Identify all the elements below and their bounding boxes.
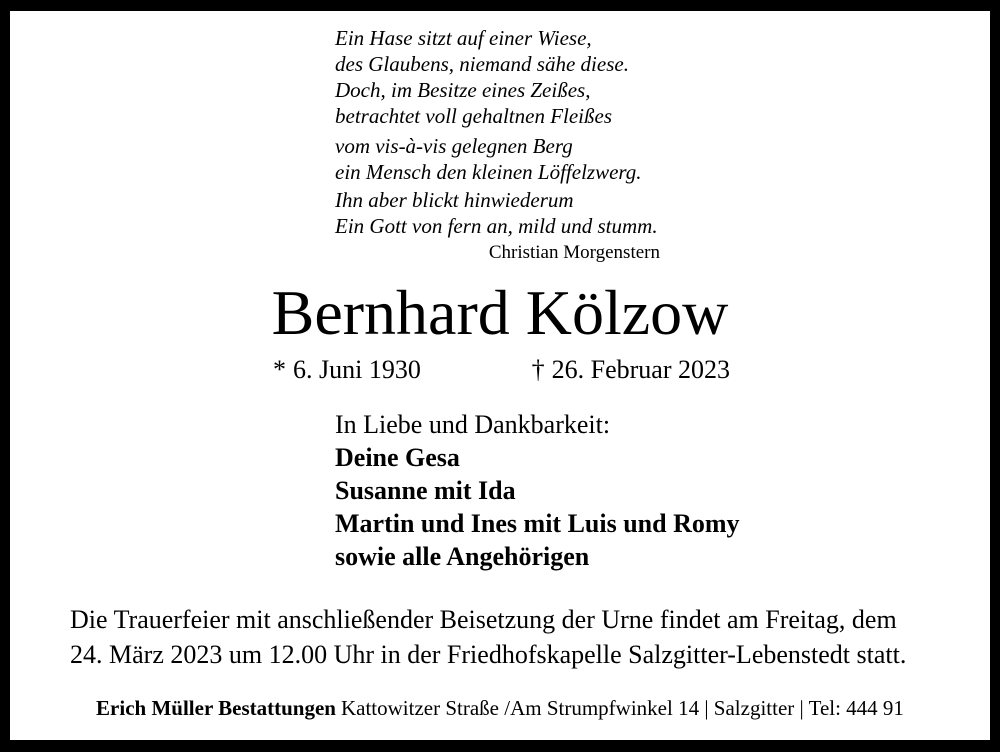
poem-stanza-1 [335,25,660,129]
death-date-text: 26. Februar 2023 [551,355,730,384]
funeral-info-line: Die Trauerfeier mit anschließender Beisetzung der Urne findet am Freitag, dem [70,605,897,634]
poem-line: Doch, im Besitze eines Zeißes, [335,78,591,102]
life-dates [273,356,730,384]
funeral-home-name: Erich Müller Bestattungen [96,696,336,720]
poem-line: Ihn aber blickt hinwiederum [335,188,574,212]
poem-stanza-3 [335,187,660,239]
deceased-name: Bernhard Kölzow [271,277,729,348]
mourner-line: sowie alle Angehörigen [335,542,590,571]
mourner-line: Martin und Ines mit Luis und Romy [335,509,740,538]
poem-line: Ein Gott von fern an, mild und stumm. [335,214,658,238]
death-dagger-symbol: † [531,355,545,384]
memorial-poem [335,25,660,266]
birth-date [273,356,421,384]
poem-line: des Glaubens, niemand sähe diese. [335,52,629,76]
mourner-line: Susanne mit Ida [335,476,516,505]
poem-line: betrachtet voll gehaltnen Fleißes [335,104,612,128]
death-date [532,356,730,384]
funeral-home-address: Kattowitzer Straße /Am Strumpfwinkel 14 | Salzgitter | Tel: 444 91 [340,696,904,720]
mourner-line: Deine Gesa [335,443,460,472]
poem-attribution: Christian Morgenstern [488,242,660,263]
birth-date-text: 6. Juni 1930 [293,355,421,384]
funeral-home-line [0,695,1000,722]
poem-line: vom vis-à-vis gelegnen Berg [335,134,573,158]
poem-stanza-2 [335,133,660,185]
funeral-info-line: 24. März 2023 um 12.00 Uhr in der Friedhofskapelle Salzgitter-Lebenstedt statt. [70,640,907,669]
born-star-symbol: * [273,355,286,384]
mourners-block [335,408,740,573]
poem-line: Ein Hase sitzt auf einer Wiese, [335,26,592,50]
funeral-service-info [70,602,950,672]
poem-line: ein Mensch den kleinen Löffelzwerg. [335,160,642,184]
mourners-intro: In Liebe und Dankbarkeit: [335,410,611,439]
